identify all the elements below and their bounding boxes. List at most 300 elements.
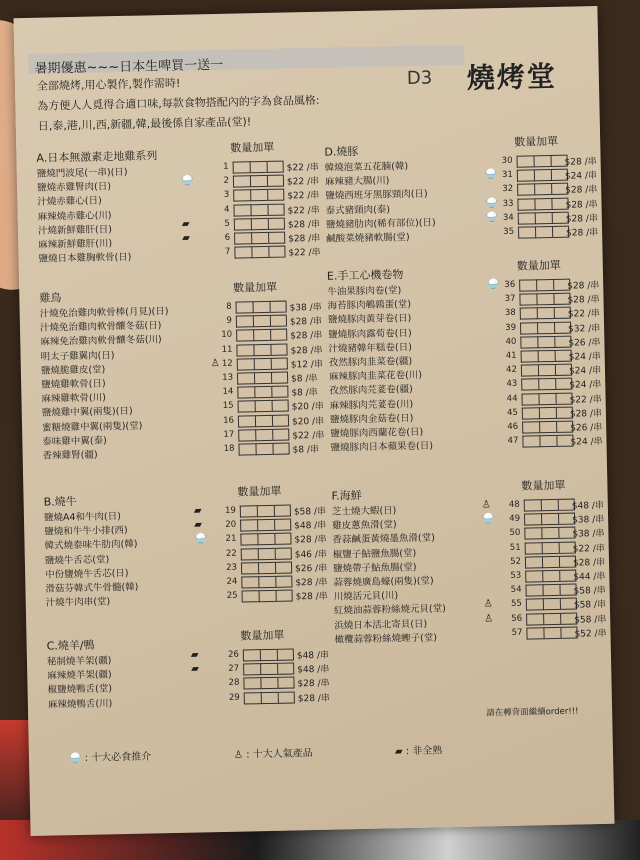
quantity-boxes[interactable] [235,301,286,314]
quantity-box[interactable] [255,414,272,426]
quantity-box[interactable] [537,307,554,319]
quantity-box[interactable] [237,358,254,370]
quantity-box[interactable] [534,198,551,210]
quantity-box[interactable] [233,190,250,202]
quantity-box[interactable] [240,534,257,546]
quantity-boxes[interactable] [237,386,288,399]
item-origin: (川) [95,697,113,710]
quantity-box[interactable] [238,401,255,413]
item-number: 6 [224,232,231,243]
quantity-box[interactable] [541,527,558,539]
quantity-box[interactable] [270,343,287,355]
quantity-boxes[interactable] [524,513,575,526]
quantity-boxes[interactable] [526,598,577,611]
quantity-box[interactable] [238,443,255,455]
meat-icon: ▰ [190,649,199,661]
quantity-box[interactable] [233,161,250,173]
quantity-boxes[interactable] [522,406,573,419]
quantity-box[interactable] [242,590,259,602]
item-name [330,438,433,454]
quantity-box[interactable] [534,169,551,181]
meat-icon: ▰ [182,232,190,244]
quantity-box[interactable] [268,232,285,244]
item-name [42,447,97,462]
quantity-box[interactable] [267,189,284,201]
quantity-box[interactable] [275,575,292,587]
item-name [40,347,114,363]
quantity-box[interactable] [525,542,542,554]
item-origin: (堂) [88,364,106,376]
quantity-boxes[interactable] [236,315,287,328]
quantity-boxes[interactable] [521,364,572,377]
quantity-box[interactable] [270,329,287,341]
legend-not-fully-cooked [395,741,443,757]
quantity-box[interactable] [526,613,543,625]
item-title: 麻辣豬大腸 [324,175,373,188]
item-title: 蒜蓉燒廣島蠔(兩隻) [333,575,417,589]
item-number: 37 [504,293,516,305]
quantity-boxes[interactable] [525,570,576,583]
quantity-box[interactable] [536,279,553,291]
quantity-box[interactable] [277,648,294,660]
quantity-box[interactable] [260,677,277,689]
meat-icon: ▰ [191,663,199,675]
item-number: 23 [226,562,238,573]
quantity-box[interactable] [539,421,556,433]
item-number: 4 [224,204,230,215]
quantity-boxes[interactable] [233,161,284,174]
item-origin: (堂) [379,519,397,531]
quantity-box[interactable] [252,301,269,313]
item-origin: (日) [110,166,128,179]
quantity-box[interactable] [521,350,538,362]
quantity-boxes[interactable] [244,691,295,704]
quantity-box[interactable] [253,315,270,327]
quantity-boxes[interactable] [521,392,572,405]
quantity-box[interactable] [238,429,255,441]
item-price: $38 /串 [289,302,322,314]
quantity-box[interactable] [518,212,535,224]
item-price: $28 /串 [297,679,330,690]
quantity-box[interactable] [516,155,533,167]
quantity-box[interactable] [278,691,295,703]
quantity-boxes[interactable] [518,226,569,239]
item-price: $26 /串 [570,422,603,434]
quantity-box[interactable] [233,175,250,187]
quantity-box[interactable] [251,218,268,230]
item-title: 麻辣燒鴨舌 [47,698,96,711]
quantity-box[interactable] [250,161,267,173]
quantity-box[interactable] [535,212,552,224]
quantity-box[interactable] [517,170,534,182]
quantity-box[interactable] [542,541,559,553]
quantity-box[interactable] [268,217,285,229]
quantity-box[interactable] [525,584,542,596]
quantity-boxes[interactable] [237,357,288,370]
item-name [38,221,112,237]
item-number: 31 [501,169,513,181]
quantity-boxes[interactable] [520,321,571,334]
item-name [334,629,437,645]
quantity-box[interactable] [257,505,274,517]
quantity-box[interactable] [538,364,555,376]
quantity-box[interactable] [541,499,558,511]
item-name [37,193,102,208]
quantity-box[interactable] [267,161,284,173]
quantity-boxes[interactable] [520,307,571,320]
item-name [46,593,111,608]
quantity-box[interactable] [539,407,556,419]
quantity-box[interactable] [519,279,536,291]
item-number: 34 [502,212,514,223]
quantity-boxes[interactable] [243,648,294,661]
item-origin: (日) [379,505,397,517]
quantity-boxes[interactable] [519,293,570,306]
quantity-box[interactable] [524,513,541,525]
quantity-boxes[interactable] [526,626,577,639]
quantity-box[interactable] [534,183,551,195]
quantity-box[interactable] [270,315,287,327]
quantity-box[interactable] [277,663,294,675]
quantity-box[interactable] [276,590,293,602]
quantity-boxes[interactable] [234,217,285,230]
gourd-icon: ♙ [483,598,493,610]
quantity-box[interactable] [234,218,251,230]
quantity-box[interactable] [543,598,560,610]
quantity-box[interactable] [542,556,559,568]
quantity-box[interactable] [521,364,538,376]
quantity-box[interactable] [525,556,542,568]
quantity-boxes[interactable] [525,584,576,597]
quantity-boxes[interactable] [241,575,292,588]
quantity-box[interactable] [522,435,539,447]
quantity-box[interactable] [241,548,258,560]
quantity-box[interactable] [521,379,538,391]
bowl-icon: 🍚 [485,211,499,224]
quantity-boxes[interactable] [236,343,287,356]
quantity-boxes[interactable] [240,505,291,518]
bowl-icon: 🍚 [484,169,498,181]
quantity-box[interactable] [539,435,556,447]
quantity-boxes[interactable] [236,329,287,342]
quantity-box[interactable] [255,443,272,455]
item-number: 11 [221,344,233,355]
item-price: $28 /串 [565,199,598,211]
quantity-box[interactable] [526,599,543,611]
item-number: 18 [223,443,235,454]
item-price: $58 /串 [573,586,606,597]
quantity-box[interactable] [517,198,534,210]
item-origin: (韓) [121,581,139,594]
quantity-box[interactable] [518,226,535,238]
quantity-box[interactable] [267,175,284,187]
item-number: 53 [510,570,522,581]
quantity-boxes[interactable] [526,612,577,625]
quantity-box[interactable] [240,519,257,531]
quantity-box[interactable] [236,330,253,342]
item-title: 麻辣免治雞肉軟骨釀冬菇 [40,334,145,349]
item-title: 鹽燒帶子鮎魚腸 [332,562,400,575]
quantity-box[interactable] [542,584,559,596]
quantity-boxes[interactable] [238,443,289,456]
quantity-box[interactable] [238,415,255,427]
item-number: 44 [506,393,518,404]
item-number: 27 [228,663,240,675]
quantity-header: 數量加單 [516,258,561,273]
quantity-boxes[interactable] [519,279,570,292]
item-origin: (西) [110,525,128,537]
item-title: 川燒活元貝 [333,590,382,603]
quantity-boxes[interactable] [517,197,568,210]
item-number: 48 [508,499,520,510]
item-origin: (日) [396,412,414,425]
quantity-boxes[interactable] [517,183,568,196]
quantity-box[interactable] [524,528,541,540]
quantity-box[interactable] [517,184,534,196]
quantity-boxes[interactable] [521,378,572,391]
quantity-boxes[interactable] [241,547,292,560]
quantity-box[interactable] [271,386,288,398]
item-price: $22 /串 [286,162,319,174]
quantity-box[interactable] [522,407,539,419]
item-title: 鹽燒豚肉西蘭花卷 [330,427,407,440]
quantity-box[interactable] [274,533,291,545]
item-name [37,207,111,223]
quantity-box[interactable] [250,175,267,187]
quantity-boxes[interactable] [517,169,568,182]
quantity-box[interactable] [274,519,291,531]
quantity-box[interactable] [537,322,554,334]
quantity-box[interactable] [275,547,292,559]
item-number: 40 [505,336,517,347]
quantity-boxes[interactable] [524,527,575,540]
quantity-box[interactable] [261,691,278,703]
quantity-boxes[interactable] [240,519,291,532]
quantity-box[interactable] [543,612,560,624]
quantity-box[interactable] [254,372,271,384]
item-origin: (日) [111,567,129,580]
quantity-boxes[interactable] [238,428,289,441]
quantity-box[interactable] [538,393,555,405]
item-title: 鹽燒豚肉金菇卷 [329,413,397,426]
quantity-boxes[interactable] [234,246,285,259]
item-origin: (日) [415,440,434,453]
quantity-box[interactable] [521,393,538,405]
item-title: 鹽燒西班牙黑豚頸肉 [325,189,411,203]
quantity-box[interactable] [255,400,272,412]
item-title: 麻辣燒赤雞心 [37,210,95,223]
quantity-box[interactable] [520,308,537,320]
quantity-boxes[interactable] [240,533,291,546]
item-price: $22 /串 [569,394,602,406]
quantity-box[interactable] [243,678,260,690]
quantity-box[interactable] [240,505,257,517]
quantity-box[interactable] [233,204,250,216]
quantity-box[interactable] [537,336,554,348]
section-title: B.燒牛 [43,494,77,509]
quantity-boxes[interactable] [238,400,289,413]
quantity-box[interactable] [241,576,258,588]
item-origin: (川) [94,209,112,222]
item-name [333,559,417,575]
quantity-box[interactable] [272,400,289,412]
quantity-header: 數量加單 [230,140,275,155]
quantity-box[interactable] [257,519,274,531]
quantity-box[interactable] [272,414,289,426]
quantity-box[interactable] [543,627,560,639]
item-price: $28 /串 [294,535,327,546]
quantity-boxes[interactable] [525,555,576,568]
item-name [37,178,111,194]
quantity-box[interactable] [541,513,558,525]
quantity-boxes[interactable] [237,372,288,385]
quantity-box[interactable] [520,336,537,348]
brand-logo: 燒烤堂 [466,59,558,95]
item-name [328,339,412,355]
quantity-box[interactable] [538,378,555,390]
item-price: $8 /串 [291,373,318,385]
legend-must-eat [69,747,151,764]
quantity-box[interactable] [538,350,555,362]
quantity-box[interactable] [243,663,260,675]
quantity-box[interactable] [236,315,253,327]
quantity-box[interactable] [277,677,294,689]
quantity-box[interactable] [250,204,267,216]
quantity-box[interactable] [272,443,289,455]
quantity-box[interactable] [520,322,537,334]
item-name [330,410,414,426]
item-number: 24 [226,576,238,587]
item-name [38,235,112,251]
quantity-box[interactable] [250,189,267,201]
item-price: $24 /串 [564,171,598,182]
quantity-box[interactable] [260,663,277,675]
item-price: $28 /串 [288,233,321,245]
quantity-box[interactable] [272,428,289,440]
item-number: 30 [501,155,513,167]
quantity-box[interactable] [536,293,553,305]
quantity-box[interactable] [237,386,254,398]
quantity-box[interactable] [234,232,251,244]
quantity-box[interactable] [236,344,253,356]
item-title: 香蒜鹹蛋黃燒墨魚滑 [332,533,419,547]
quantity-box[interactable] [253,329,270,341]
item-name [44,522,128,538]
item-origin: (川) [372,175,390,187]
quantity-box[interactable] [259,590,276,602]
quantity-boxes[interactable] [524,499,575,512]
item-price: $24 /串 [568,351,601,363]
quantity-box[interactable] [253,343,270,355]
quantity-box[interactable] [251,232,268,244]
quantity-box[interactable] [535,226,552,238]
item-origin: (堂) [94,683,113,696]
quantity-header: 數量加單 [233,280,278,295]
quantity-boxes[interactable] [233,189,284,202]
quantity-box[interactable] [235,301,252,313]
quantity-box[interactable] [269,301,286,313]
quantity-boxes[interactable] [516,155,567,168]
quantity-box[interactable] [237,372,254,384]
quantity-box[interactable] [267,203,284,215]
quantity-boxes[interactable] [521,350,572,363]
item-price: $28 /串 [565,213,599,225]
quantity-box[interactable] [519,294,536,306]
quantity-box[interactable] [244,692,261,704]
item-name [47,666,112,681]
quantity-box[interactable] [258,576,275,588]
item-title: 鹽燒門波尾(一串) [36,167,111,180]
quantity-box[interactable] [257,533,274,545]
quantity-boxes[interactable] [233,203,284,216]
item-title: 汁燒牛肉串 [45,596,94,609]
quantity-box[interactable] [241,562,258,574]
item-name [329,353,413,369]
item-price: $38 /串 [572,515,605,526]
quantity-boxes[interactable] [522,421,573,434]
item-title: 椒鹽子鮎鹽魚腸 [332,547,400,561]
quantity-boxes[interactable] [520,335,571,348]
quantity-boxes[interactable] [518,211,569,224]
quantity-boxes[interactable] [242,590,293,603]
item-name [41,390,106,405]
quantity-boxes[interactable] [238,414,289,427]
quantity-box[interactable] [271,372,288,384]
quantity-boxes[interactable] [233,175,284,188]
quantity-box[interactable] [251,246,268,258]
item-title: 麻辣豚肉芫荽卷 [329,398,397,412]
quantity-box[interactable] [274,505,291,517]
quantity-box[interactable] [533,155,550,167]
quantity-box[interactable] [268,246,285,258]
quantity-boxes[interactable] [241,561,292,574]
item-number: 41 [505,350,517,361]
quantity-box[interactable] [275,561,292,573]
quantity-box[interactable] [522,421,539,433]
quantity-boxes[interactable] [525,541,576,554]
quantity-box[interactable] [525,570,542,582]
quantity-box[interactable] [271,357,288,369]
quantity-box[interactable] [254,358,271,370]
item-title: 麻辣燒羊架 [47,669,95,682]
quantity-boxes[interactable] [243,677,294,690]
quantity-box[interactable] [255,429,272,441]
item-origin: (泰) [89,435,107,447]
item-price: $28 /串 [290,331,323,342]
item-price: $28 /串 [287,219,321,231]
item-title: 汁燒免治雞肉軟骨棒(月見) [39,306,152,320]
item-name [334,587,399,602]
quantity-box[interactable] [258,547,275,559]
quantity-boxes[interactable] [522,435,573,448]
item-origin: (疆) [94,655,112,667]
quantity-boxes[interactable] [243,663,294,676]
quantity-box[interactable] [524,499,541,511]
item-origin: (堂) [428,603,447,616]
quantity-box[interactable] [526,627,543,639]
quantity-box[interactable] [243,649,260,661]
quantity-box[interactable] [254,386,271,398]
item-price: $26 /串 [568,337,601,349]
quantity-box[interactable] [542,570,559,582]
item-name [41,375,106,390]
quantity-box[interactable] [260,649,277,661]
item-number: 55 [510,599,522,610]
quantity-boxes[interactable] [234,232,285,245]
quantity-box[interactable] [258,562,275,574]
quantity-box[interactable] [234,246,251,258]
item-price: $28 /串 [569,408,603,420]
